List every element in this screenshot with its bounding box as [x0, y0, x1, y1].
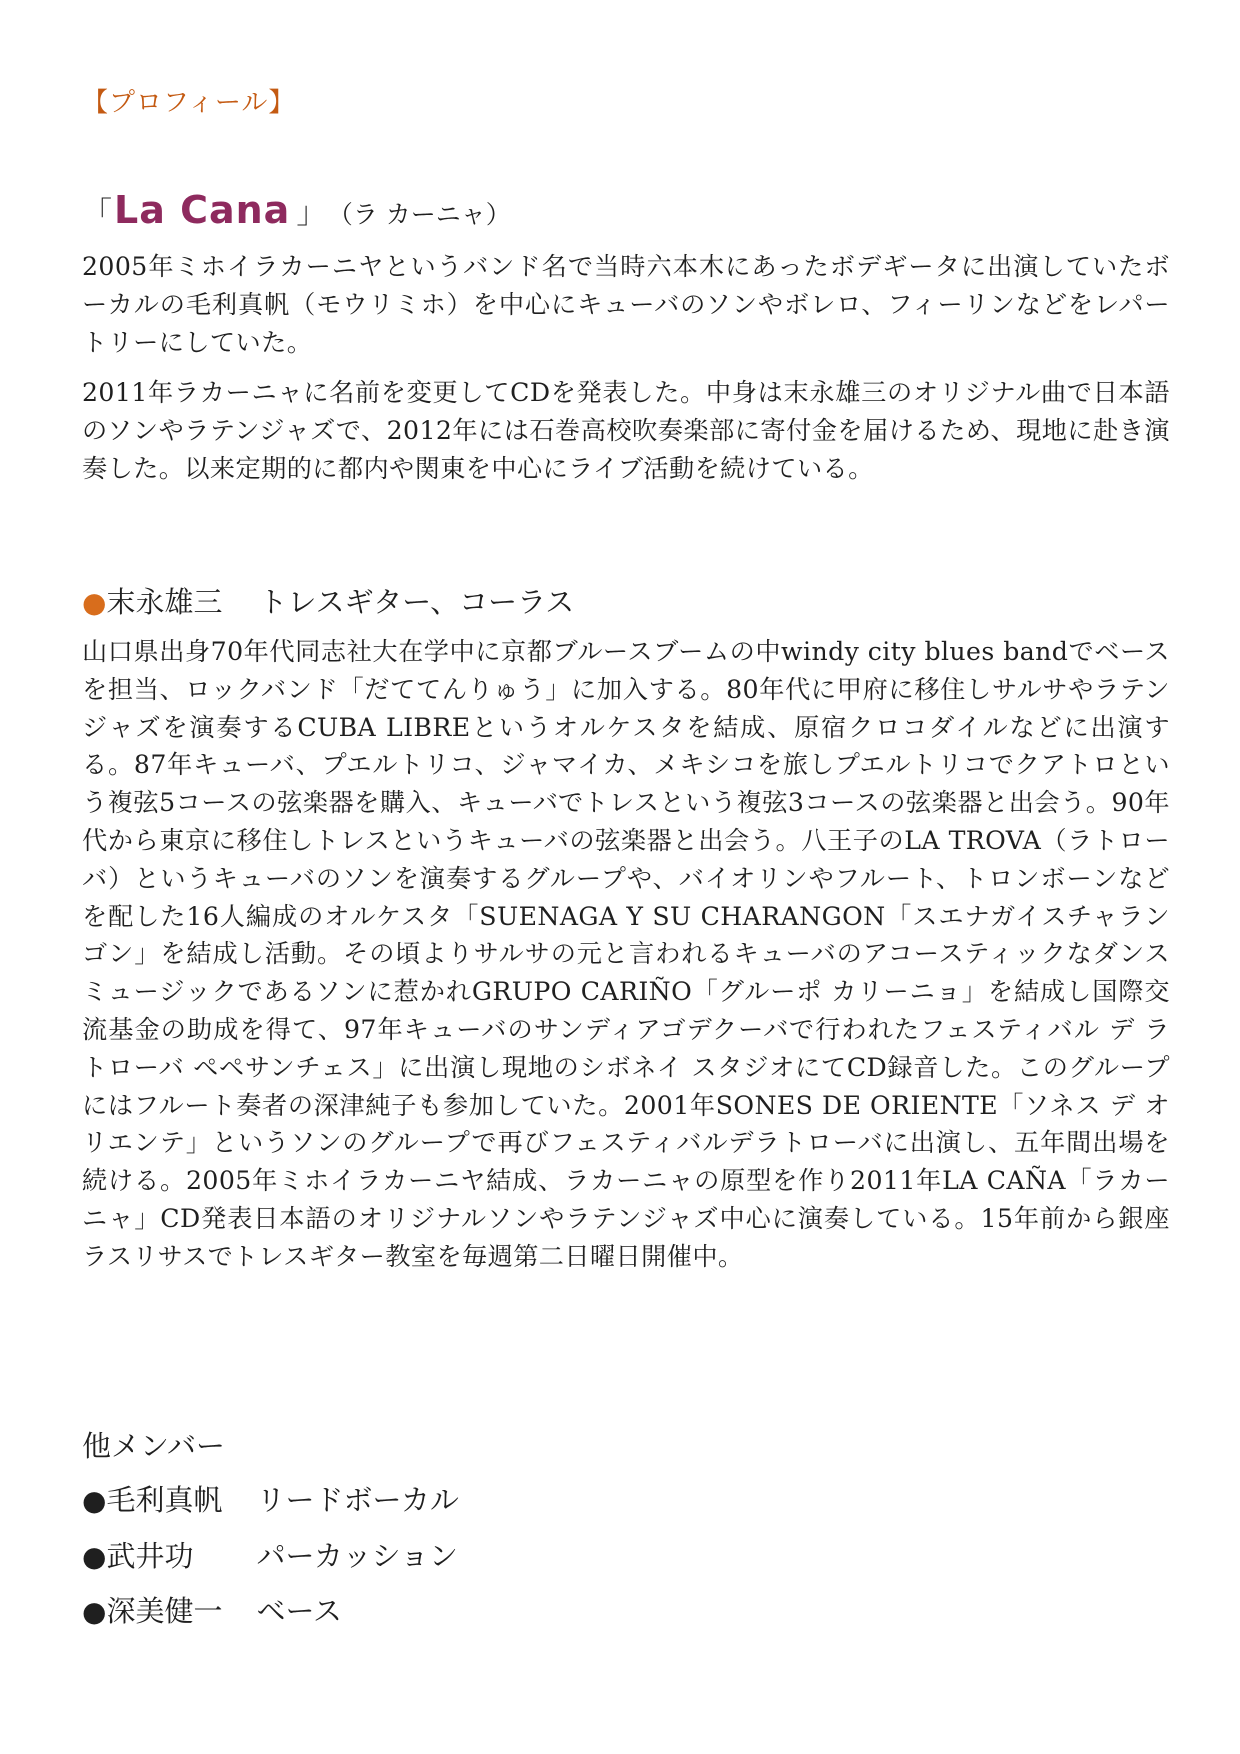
leader-role: トレスギター、コーラス [258, 585, 575, 619]
member-name: 深美健一 [106, 1594, 223, 1628]
orange-bullet-icon: ● [82, 586, 107, 619]
section-label: 【プロフィール】 [82, 88, 296, 118]
member-role: パーカッション [256, 1539, 458, 1573]
leader-heading [82, 580, 574, 621]
member-item [82, 1534, 458, 1575]
leader-name: 末永雄三 [106, 585, 223, 619]
bullet-icon: ● [82, 1484, 107, 1517]
member-name: 毛利真帆 [106, 1483, 223, 1517]
member-role: ベース [256, 1594, 342, 1628]
member-name: 武井功 [106, 1539, 194, 1573]
leader-bio-paragraph: 山口県出身70年代同志社大在学中に京都ブルースブームの中windy city blues bandでベースを担当、ロックバンド「だててんりゅう」に加入する。80年代に甲府に移住しサルサやラテンジャズを演奏するCUBA LIBREというオルケスタを結成、原宿クロコダイルなどに出演する。87年キューバ、プエルトリコ、ジャマイカ、メキシコを旅しプエルトリコでクアトロという複弦5コースの弦楽器を購入、キューバでトレスという複弦3コースの弦楽器と出会う。90年代から東京に移住しトレスというキューバの弦楽器と出会う。八王子のLA TROVA（ラトローバ）というキューバのソンを演奏するグループや、バイオリンやフルート、トロンボーンなどを配した16人編成のオルケスタ「SUENAGA Y SU CHARANGON「スエナガイスチャランゴン」を結成し活動。その頃よりサルサの元と言われるキューバのアコースティックなダンスミュージックであるソンに惹かれGRUPO CARIÑO「グルーポ カリーニョ」を結成し国際交流基金の助成を得て、97年キューバのサンディアゴデクーバで行われたフェスティバル デ ラ トローバ ペペサンチェス」に出演し現地のシボネイ スタジオにてCD録音した。このグループにはフルート奏者の深津純子も参加していた。2001年SONES DE ORIENTE「ソネス デ オリエンテ」というソンのグループで再びフェスティバルデラトローバに出演し、五年間出場を続ける。2005年ミホイラカーニヤ結成、ラカーニャの原型を作り2011年LA CAÑA「ラカーニャ」CD発表日本語のオリジナルソンやラテンジャズ中心に演奏している。15年前から銀座ラスリサスでトレスギター教室を毎週第二日曜日開催中。 [82, 637, 1170, 1271]
member-item [82, 1589, 342, 1630]
bullet-icon: ● [82, 1595, 107, 1628]
band-activity-paragraph: 2011年ラカーニャに名前を変更してCDを発表した。中身は末永雄三のオリジナル曲で日本語のソンやラテンジャズで、2012年には石巻高校吹奏楽部に寄付金を届けるため、現地に赴き演奏した。以来定期的に都内や関東を中心にライブ活動を続けている。 [82, 378, 1170, 483]
band-history-paragraph: 2005年ミホイラカーニヤというバンド名で当時六本木にあったボデギータに出演していたボーカルの毛利真帆（モウリミホ）を中心にキューバのソンやボレロ、フィーリンなどをレパートリーにしていた。 [82, 252, 1170, 357]
band-name: La Cana [114, 188, 291, 232]
band-reading: （ラ カーニャ） [340, 200, 511, 229]
member-role: リードボーカル [256, 1483, 459, 1517]
bullet-icon: ● [82, 1540, 107, 1573]
band-title [82, 188, 511, 232]
member-item [82, 1478, 459, 1519]
band-close-bracket: 」 [296, 196, 327, 231]
band-open-bracket: 「 [82, 196, 112, 231]
other-members-title: 他メンバー [82, 1429, 225, 1463]
